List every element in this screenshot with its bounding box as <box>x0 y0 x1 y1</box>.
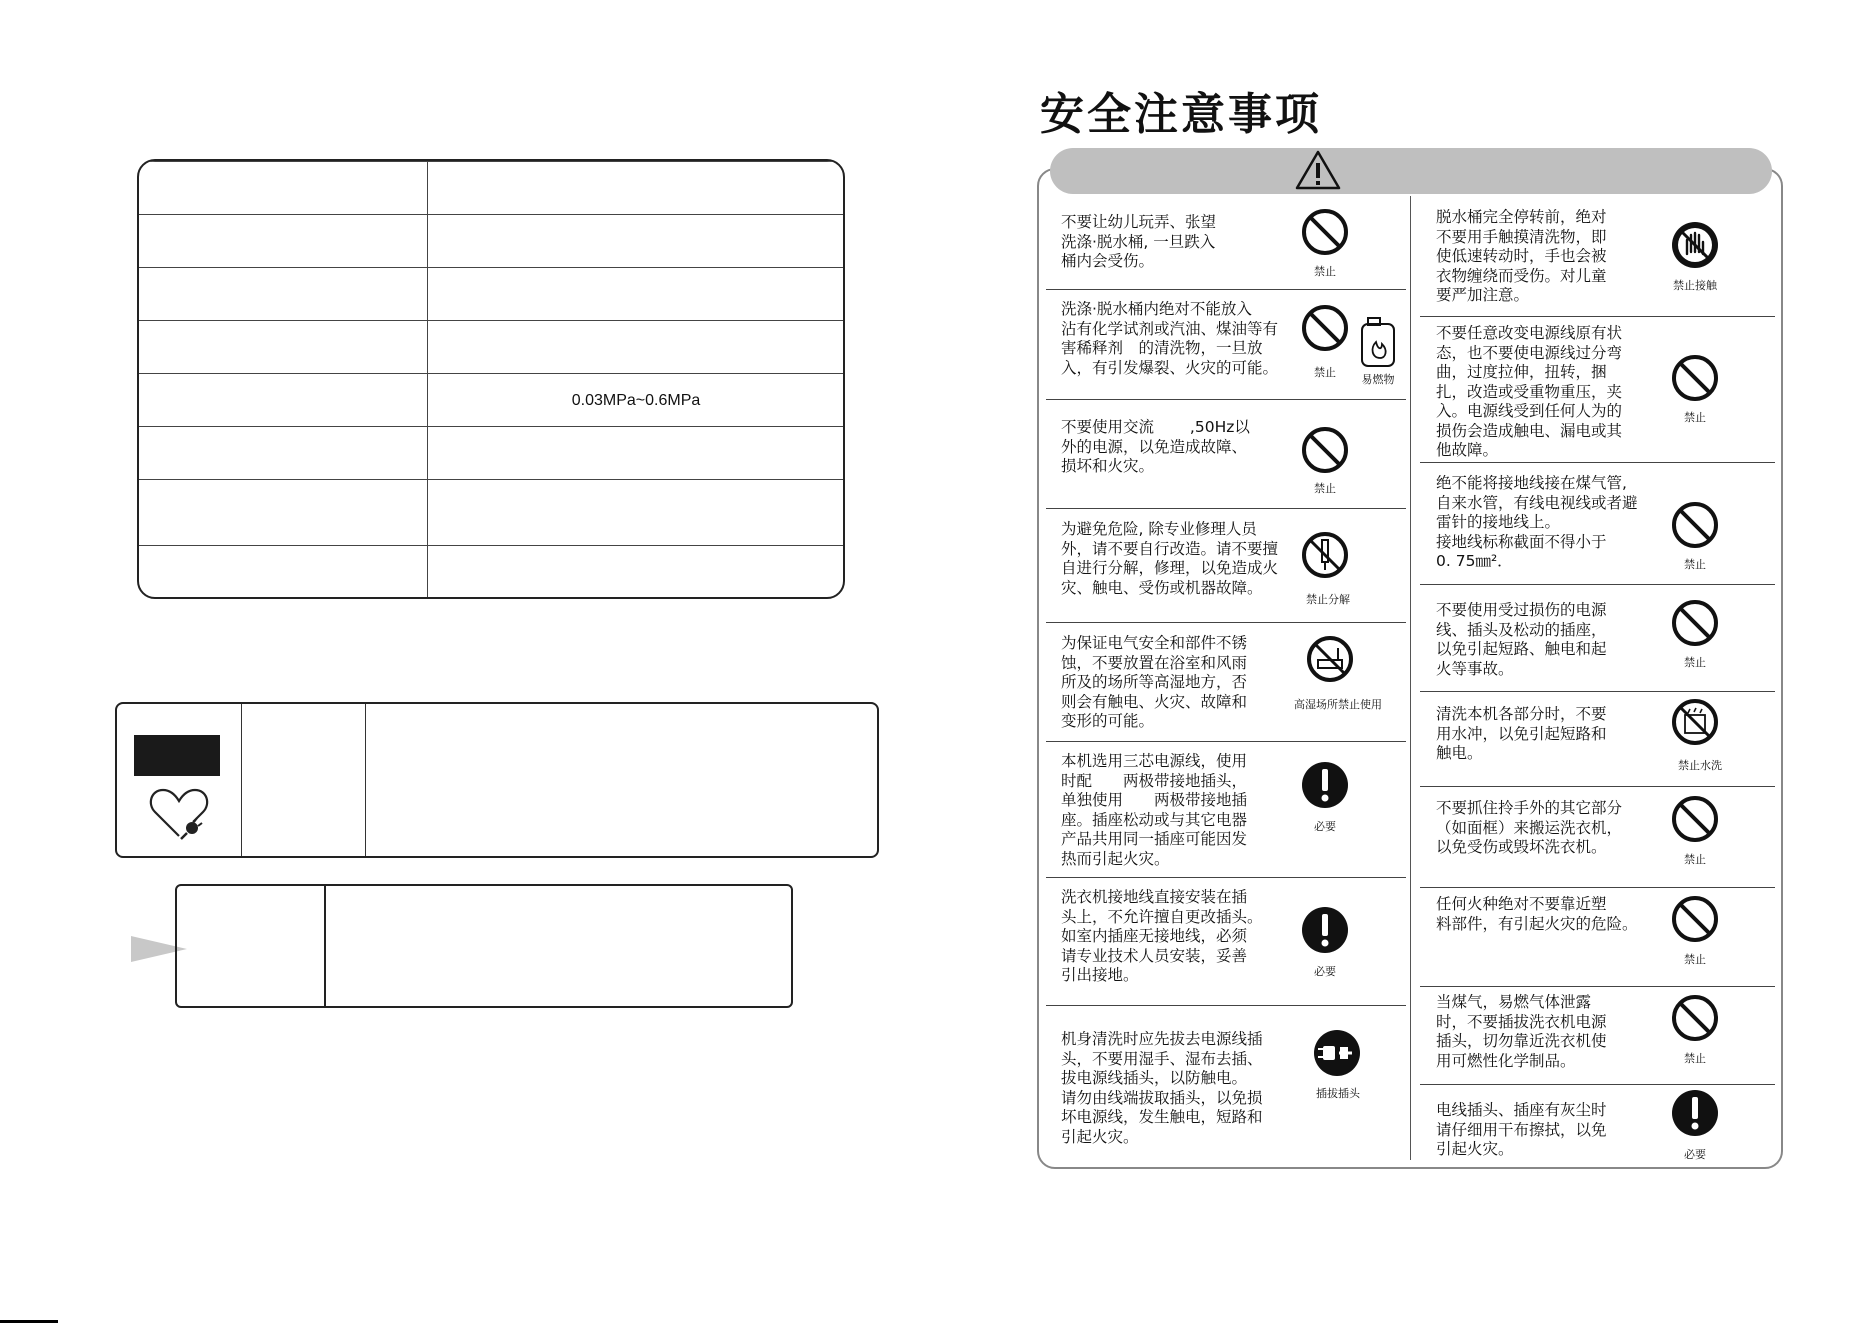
unplug-icon <box>1312 1028 1362 1078</box>
item-separator <box>1420 887 1775 888</box>
icon-label: 插拔插头 <box>1316 1087 1360 1100</box>
item-separator <box>1046 877 1406 878</box>
spec-row <box>139 426 843 480</box>
no-humid-place-icon <box>1305 634 1355 684</box>
icon-label: 禁止 <box>1314 366 1336 379</box>
mandatory-icon <box>1300 760 1350 810</box>
mandatory-icon <box>1670 1088 1720 1138</box>
spec-row <box>139 267 843 321</box>
icon-label: 禁止分解 <box>1306 593 1350 606</box>
prohibited-icon <box>1670 598 1720 648</box>
item-separator <box>1420 786 1775 787</box>
safety-item-text: 电线插头、插座有灰尘时 请仔细用干布擦拭，以免 引起火灾。 <box>1436 1101 1607 1158</box>
item-separator <box>1046 289 1406 290</box>
safety-item-text: 机身清洗时应先拔去电源线插 头，不要用湿手、湿布去插、 拔电源线插头，以防触电。 请勿由线端拔取插头，以免损 坏电源线，发生触电，短路和 引起火灾。 <box>1061 1030 1263 1146</box>
note-box <box>175 884 793 1008</box>
power-box-divider <box>365 704 366 856</box>
safety-item-text: 洗涤·脱水桶内绝对不能放入 沾有化学试剂或汽油、煤油等有 害稀释剂 的清洗物，一旦放 入，有引发爆裂、火灾的可能。 <box>1061 300 1279 377</box>
prohibited-icon <box>1670 894 1720 944</box>
no-disassembly-icon <box>1300 530 1350 580</box>
power-notice-box <box>115 702 879 858</box>
icon-label: 禁止水洗 <box>1678 759 1722 772</box>
spec-row-pressure <box>139 373 843 427</box>
no-water-wash-icon <box>1670 697 1720 747</box>
safety-item-text: 不要让幼儿玩弄、张望 洗涤·脱水桶, 一旦跌入 桶内会受伤。 <box>1061 213 1217 270</box>
icon-label: 禁止接触 <box>1673 279 1717 292</box>
icon-label: 禁止 <box>1314 265 1336 278</box>
spec-row <box>139 545 843 599</box>
prohibited-icon <box>1670 993 1720 1043</box>
item-separator <box>1420 316 1775 317</box>
item-separator <box>1420 462 1775 463</box>
icon-label: 易燃物 <box>1361 373 1395 386</box>
icon-label: 禁止 <box>1684 656 1706 669</box>
spec-table <box>137 159 845 599</box>
note-box-divider <box>324 886 326 1006</box>
warning-triangle-icon <box>1294 149 1342 191</box>
item-separator <box>1046 1005 1406 1006</box>
safety-item-text: 不要抓住拎手外的其它部分 （如面框）来搬运洗衣机， 以免受伤或毁坏洗衣机。 <box>1436 799 1623 856</box>
warning-banner <box>1050 148 1772 194</box>
power-box-divider <box>241 704 242 856</box>
safety-item-text: 脱水桶完全停转前，绝对 不要用手触摸清洗物，即 使低速转动时，手也会被 衣物缠绕而受伤。对儿童 要严加注意。 <box>1436 208 1607 304</box>
item-separator <box>1046 399 1406 400</box>
black-label-block <box>134 735 220 776</box>
prohibited-icon <box>1670 500 1720 550</box>
spec-row <box>139 214 843 268</box>
spec-row <box>139 320 843 374</box>
icon-label: 必要 <box>1684 1148 1706 1161</box>
prohibited-icon <box>1300 425 1350 475</box>
prohibited-icon <box>1670 794 1720 844</box>
safety-item-text: 当煤气，易燃气体泄露 时，不要插拔洗衣机电源 插头，切勿靠近洗衣机使 用可燃性化学制品。 <box>1436 993 1607 1070</box>
icon-label: 必要 <box>1314 820 1336 833</box>
safety-item-text: 为保证电气安全和部件不锈 蚀，不要放置在浴室和风雨 所及的场所等高湿地方，否 则会有触电、火灾、故障和 变形的可能。 <box>1061 634 1248 730</box>
icon-label: 禁止 <box>1684 853 1706 866</box>
footer-rule <box>0 1320 58 1323</box>
safety-item-text: 为避免危险, 除专业修理人员 外，请不要自行改造。请不要擅 自进行分解，修理，以免造成火 灾、触电、受伤或机器故障。 <box>1061 520 1279 597</box>
item-separator <box>1046 508 1406 509</box>
heart-plug-icon <box>147 784 211 842</box>
icon-label: 禁止 <box>1314 482 1336 495</box>
column-divider <box>1410 196 1411 1160</box>
spec-row <box>139 479 843 546</box>
icon-label: 必要 <box>1314 965 1336 978</box>
safety-item-text: 清洗本机各部分时，不要 用水冲，以免引起短路和 触电。 <box>1436 705 1607 762</box>
safety-item-text: 任何火种绝对不要靠近塑 料部件，有引起火灾的危险。 <box>1436 895 1638 933</box>
spec-row-header <box>139 161 843 215</box>
safety-item-text: 不要任意改变电源线原有状 态，也不要使电源线过分弯 曲，过度拉伸，扭转，捆 扎，改造或受重物重压，夹 入。电源线受到任何人为的 损伤会造成触电、漏电或其 他故障。 <box>1436 324 1623 459</box>
item-separator <box>1420 986 1775 987</box>
icon-label: 高湿场所禁止使用 <box>1294 698 1382 711</box>
safety-item-text: 不要使用交流 ,50Hz以 外的电源，以免造成故障、 损坏和火灾。 <box>1061 418 1250 475</box>
item-separator <box>1420 1084 1775 1085</box>
page-title: 安全注意事项 <box>1040 89 1322 140</box>
item-separator <box>1046 741 1406 742</box>
item-separator <box>1420 584 1775 585</box>
prohibited-icon <box>1300 207 1350 257</box>
no-touch-icon <box>1670 220 1720 270</box>
icon-label: 禁止 <box>1684 1052 1706 1065</box>
prohibited-icon <box>1670 353 1720 403</box>
icon-label: 禁止 <box>1684 411 1706 424</box>
safety-item-text: 本机选用三芯电源线，使用 时配 两极带接地插头， 单独使用 两极带接地插 座。插座松动或与其它电器 产品共用同一插座可能因发 热而引起火灾。 <box>1061 752 1248 868</box>
icon-label: 禁止 <box>1684 953 1706 966</box>
prohibited-icon <box>1300 303 1350 353</box>
mandatory-icon <box>1300 905 1350 955</box>
safety-item-text: 洗衣机接地线直接安装在插 头上，不允许擅自更改插头。 如室内插座无接地线，必须 请专业技术人员安装，妥善 引出接地。 <box>1061 888 1263 984</box>
item-separator <box>1420 691 1775 692</box>
flammable-can-icon <box>1358 316 1398 370</box>
item-separator <box>1046 622 1406 623</box>
icon-label: 禁止 <box>1684 558 1706 571</box>
safety-item-text: 绝不能将接地线接在煤气管, 自来水管，有线电视线或者避 雷针的接地线上。 接地线标称截面不得小于 0. 75㎜²． <box>1436 474 1638 570</box>
safety-item-text: 不要使用受过损伤的电源 线、插头及松动的插座， 以免引起短路、触电和起 火等事故。 <box>1436 601 1607 678</box>
water-pressure-value: 0.03MPa~0.6MPa <box>571 391 701 409</box>
